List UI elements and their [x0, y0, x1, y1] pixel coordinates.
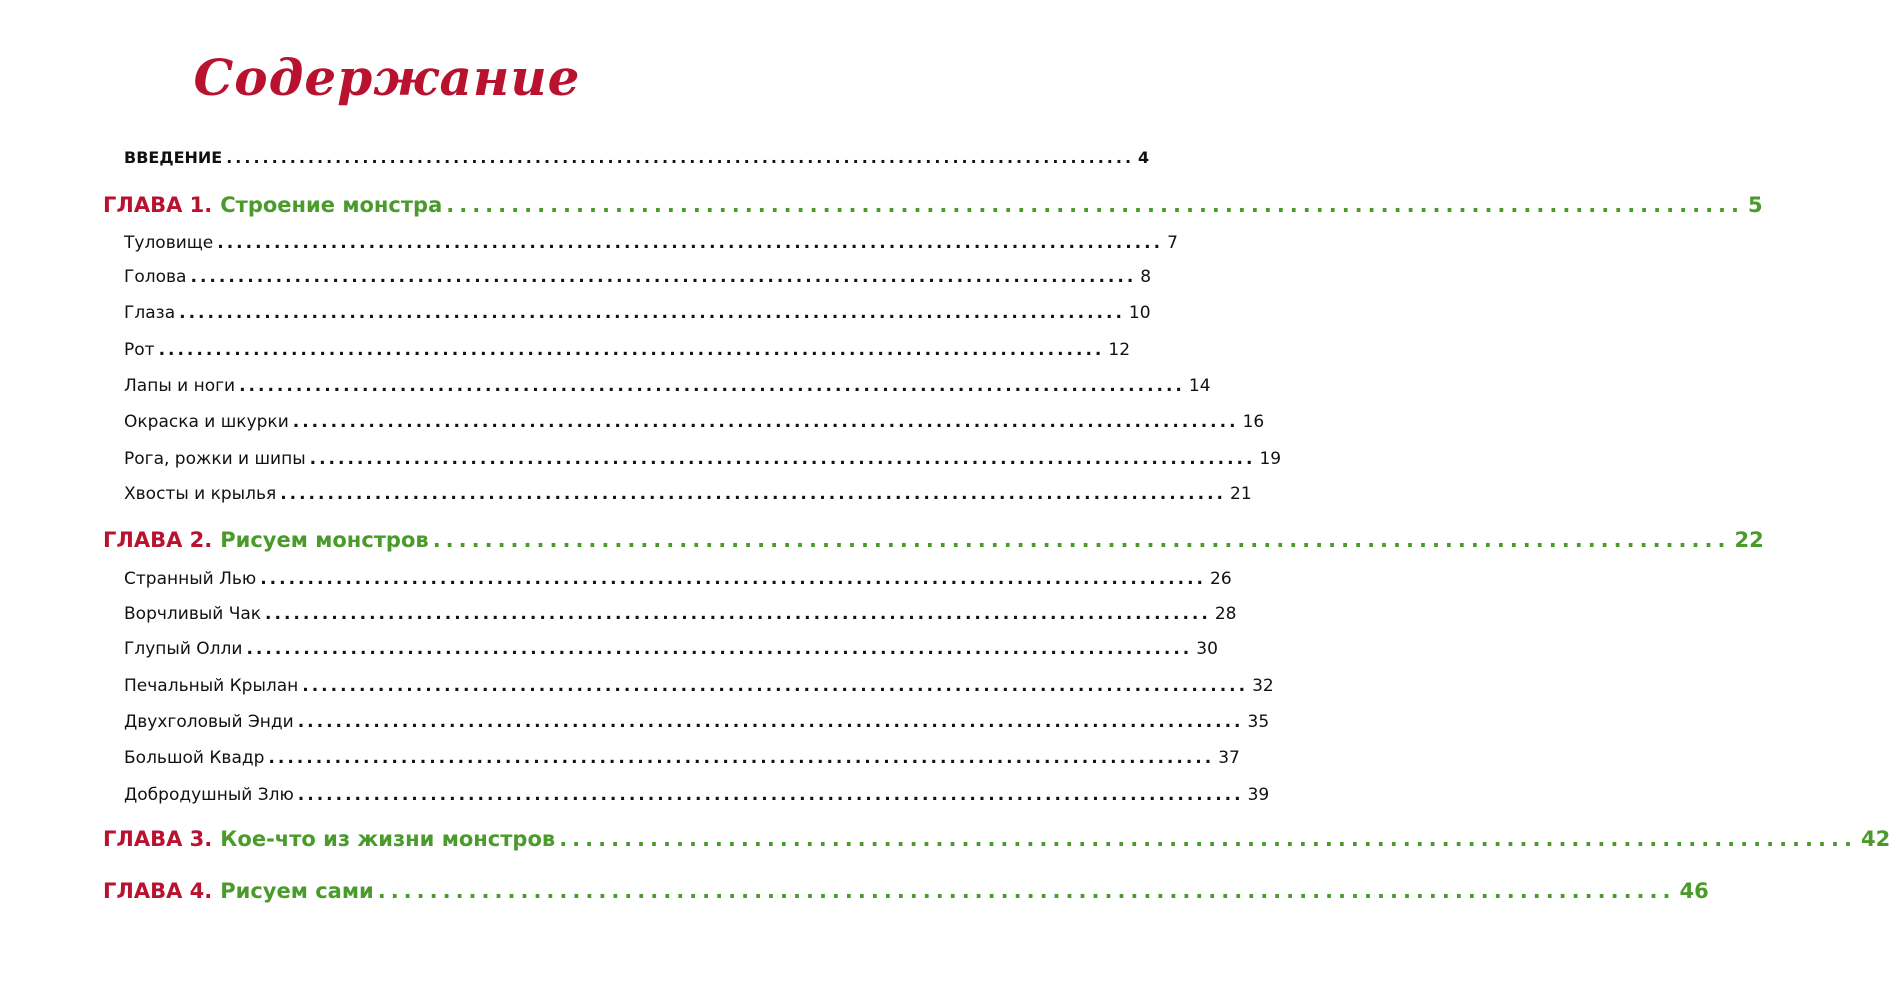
entry-label: Большой Квадр [124, 748, 265, 768]
toc-chapter-3 [103, 827, 1890, 851]
dot-leader: .................................................................................................... [559, 827, 1857, 851]
entry-label: ВВЕДЕНИЕ [124, 148, 223, 167]
dot-leader: .................................................................................................... [302, 676, 1249, 696]
dot-leader: .................................................................................................... [190, 267, 1137, 287]
entry-page: 4 [1138, 148, 1150, 167]
entry-page: 30 [1196, 639, 1218, 659]
toc-entry [124, 340, 1131, 360]
toc-entry [124, 233, 1178, 253]
toc-entry [124, 604, 1237, 624]
chapter-title: Строение монстра [220, 193, 443, 217]
entry-label: Добродушный Злю [124, 785, 294, 805]
toc-entry [124, 267, 1152, 287]
toc-chapter-2 [103, 528, 1764, 552]
entry-label: Голова [124, 267, 187, 287]
dot-leader: .................................................................................................... [377, 879, 1676, 903]
toc-entry [124, 785, 1270, 805]
chapter-number: ГЛАВА 1. [103, 193, 213, 217]
entry-label: Ворчливый Чак [124, 604, 262, 624]
dot-leader: .................................................................................................... [292, 412, 1239, 432]
entry-page: 12 [1108, 340, 1131, 360]
dot-leader: .................................................................................................... [297, 785, 1244, 805]
page-title: Содержание [193, 48, 581, 107]
toc-entry [124, 449, 1282, 469]
chapter-number: ГЛАВА 3. [103, 827, 213, 851]
entry-label: Двухголовый Энди [124, 712, 294, 732]
entry-page: 28 [1214, 604, 1237, 624]
dot-leader: .................................................................................................... [226, 148, 1135, 167]
dot-leader: .................................................................................................... [297, 712, 1244, 732]
chapter-title: Кое-что из жизни монстров [220, 827, 556, 851]
entry-label: Окраска и шкурки [124, 412, 289, 432]
dot-leader: .................................................................................................... [246, 639, 1193, 659]
chapter-number: ГЛАВА 4. [103, 879, 213, 903]
toc-entry [124, 569, 1232, 589]
dot-leader: .................................................................................................... [158, 340, 1105, 360]
toc-chapter-4 [103, 879, 1709, 903]
chapter-title: Рисуем монстров [220, 528, 429, 552]
entry-label: Туловище [124, 233, 214, 253]
toc-entry [124, 639, 1218, 659]
dot-leader: .................................................................................................... [446, 193, 1745, 217]
chapter-page: 46 [1679, 879, 1709, 903]
dot-leader: .................................................................................................... [280, 484, 1226, 504]
toc-entry-intro [124, 148, 1150, 167]
toc-entry [124, 676, 1274, 696]
toc-entry [124, 376, 1211, 396]
entry-page: 35 [1247, 712, 1270, 732]
entry-label: Глаза [124, 303, 176, 323]
toc-entry [124, 748, 1240, 768]
entry-page: 32 [1252, 676, 1274, 696]
entry-page: 21 [1230, 484, 1252, 504]
entry-label: Лапы и ноги [124, 376, 236, 396]
entry-label: Печальный Крылан [124, 676, 299, 696]
dot-leader: .................................................................................................... [432, 528, 1731, 552]
entry-label: Странный Лью [124, 569, 257, 589]
chapter-page: 42 [1860, 827, 1890, 851]
entry-page: 14 [1188, 376, 1211, 396]
entry-label: Рот [124, 340, 155, 360]
entry-page: 19 [1259, 449, 1282, 469]
dot-leader: .................................................................................................... [239, 376, 1185, 396]
entry-page: 8 [1140, 267, 1152, 287]
entry-label: Хвосты и крылья [124, 484, 277, 504]
dot-leader: .................................................................................................... [268, 748, 1215, 768]
chapter-title: Рисуем сами [220, 879, 374, 903]
entry-page: 16 [1242, 412, 1265, 432]
dot-leader: .................................................................................................... [217, 233, 1164, 253]
dot-leader: .................................................................................................... [265, 604, 1211, 624]
dot-leader: .................................................................................................... [309, 449, 1256, 469]
entry-page: 10 [1128, 303, 1151, 323]
chapter-page: 5 [1748, 193, 1763, 217]
entry-page: 39 [1247, 785, 1270, 805]
toc-chapter-1 [103, 193, 1763, 217]
entry-page: 26 [1210, 569, 1232, 589]
toc-entry [124, 484, 1252, 504]
toc-entry [124, 412, 1265, 432]
chapter-page: 22 [1734, 528, 1764, 552]
dot-leader: .................................................................................................... [260, 569, 1207, 589]
chapter-number: ГЛАВА 2. [103, 528, 213, 552]
entry-page: 7 [1167, 233, 1178, 253]
entry-label: Глупый Олли [124, 639, 243, 659]
toc-entry [124, 303, 1151, 323]
entry-page: 37 [1218, 748, 1240, 768]
dot-leader: .................................................................................................... [179, 303, 1125, 323]
entry-label: Рога, рожки и шипы [124, 449, 306, 469]
toc-entry [124, 712, 1270, 732]
